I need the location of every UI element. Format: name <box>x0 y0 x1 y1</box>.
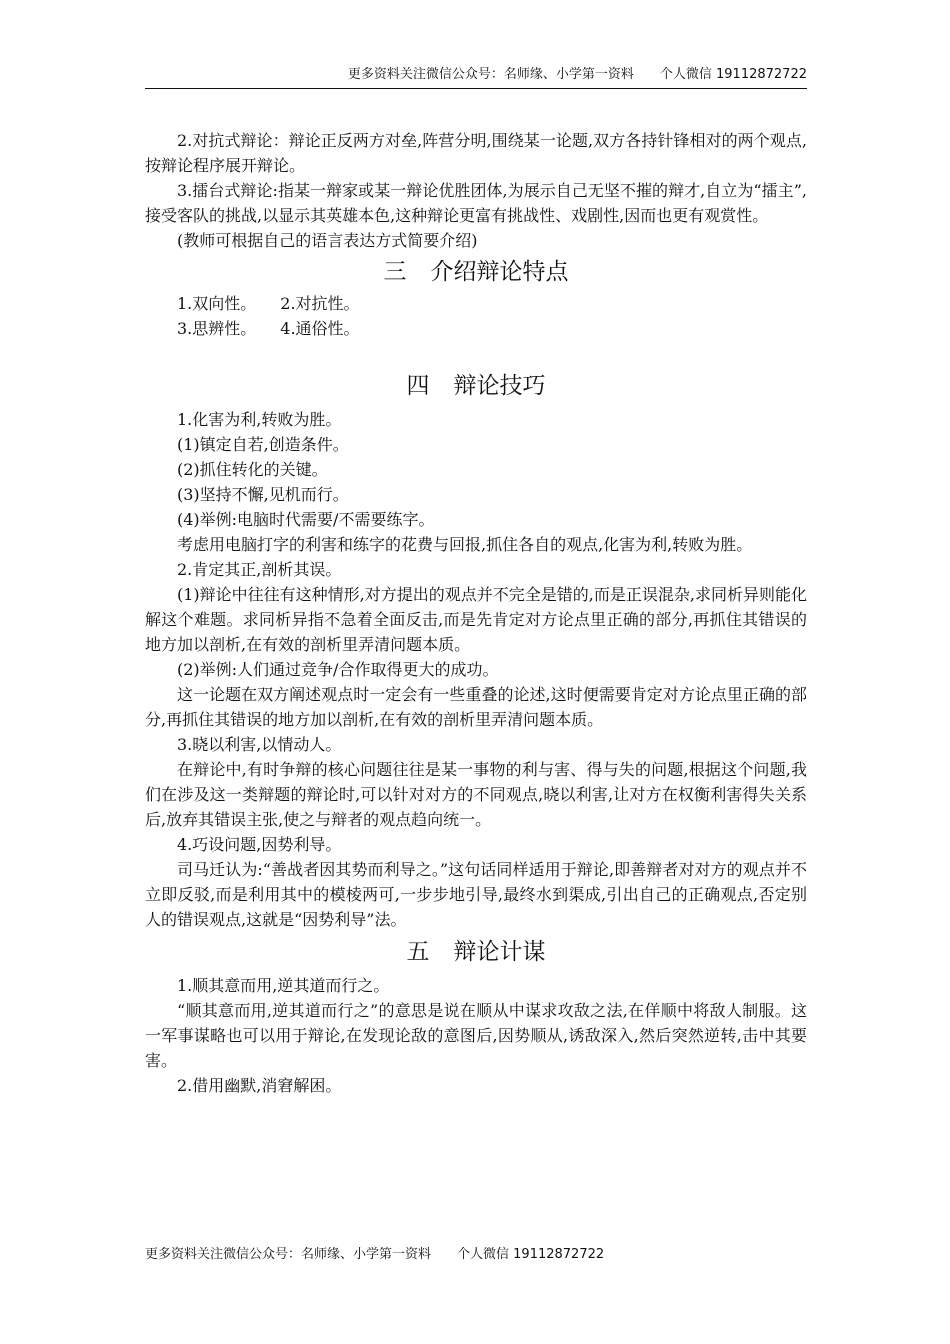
section-number: 三 <box>383 259 407 285</box>
section-number: 四 <box>406 373 430 399</box>
paragraph: 1.顺其意而用,逆其道而行之。 <box>177 976 390 995</box>
section-heading-3 <box>145 257 807 287</box>
paragraph: 4.巧设问题,因势利导。 <box>177 835 342 854</box>
paragraph: (4)举例:电脑时代需要/不需要练字。 <box>177 510 435 529</box>
header-wechat: 个人微信 19112872722 <box>659 67 807 82</box>
paragraph: (1)辩论中往往有这种情形,对方提出的观点并不完全是错的,而是正误混杂,求同析异则能化解这个难题。求同析异指不急着全面反击,而是先肯定对方论点里正确的部分,再抓住其错误的地方加以剖析,在有效的剖析里弄清问题本质。 <box>145 585 807 654</box>
feature-row <box>145 316 807 341</box>
section-title: 辩论计谋 <box>453 939 546 965</box>
feature-item: 1.双向性。 <box>177 294 257 313</box>
feature-row <box>145 291 807 316</box>
feature-item: 2.对抗性。 <box>280 294 360 313</box>
paragraph: (2)举例:人们通过竞争/合作取得更大的成功。 <box>177 660 499 679</box>
header-rule <box>145 88 807 89</box>
paragraph: 2.借用幽默,消窘解困。 <box>177 1076 342 1095</box>
main-content <box>145 128 807 1098</box>
paragraph: 司马迁认为:“善战者因其势而利导之。”这句话同样适用于辩论,即善辩者对对方的观点并不立即反驳,而是利用其中的模棱两可,一步步地引导,最终水到渠成,引出自己的正确观点,否定别人的错误观点,这就是“因势利导”法。 <box>145 860 807 929</box>
paragraph: “顺其意而用,逆其道而行之”的意思是说在顺从中谋求攻敌之法,在佯顺中将敌人制服。这一军事谋略也可以用于辩论,在发现论敌的意图后,因势顺从,诱敌深入,然后突然逆转,击中其要害。 <box>145 1001 807 1070</box>
paragraph: 在辩论中,有时争辩的核心问题往往是某一事物的利与害、得与失的问题,根据这个问题,我们在涉及这一类辩题的辩论时,可以针对对方的不同观点,晓以利害,让对方在权衡利害得失关系后,放弃其错误主张,使之与辩者的观点趋向统一。 <box>145 760 807 829</box>
paragraph: 这一论题在双方阐述观点时一定会有一些重叠的论述,这时便需要肯定对方论点里正确的部分,再抓住其错误的地方加以剖析,在有效的剖析里弄清问题本质。 <box>145 685 807 729</box>
feature-item: 3.思辨性。 <box>177 319 257 338</box>
section-title: 辩论技巧 <box>453 373 546 399</box>
paragraph: 3.晓以利害,以情动人。 <box>177 735 342 754</box>
section-heading-4 <box>145 371 807 401</box>
paragraph: 2.肯定其正,剖析其误。 <box>177 560 342 579</box>
footer-wechat: 个人微信 19112872722 <box>457 1247 605 1262</box>
section-number: 五 <box>406 939 430 965</box>
paragraph: 2.对抗式辩论：辩论正反两方对垒,阵营分明,围绕某一论题,双方各持针锋相对的两个观点,按辩论程序展开辩论。 <box>145 131 807 175</box>
feature-item: 4.通俗性。 <box>280 319 360 338</box>
section-title: 介绍辩论特点 <box>430 259 569 285</box>
footer-text: 更多资料关注微信公众号：名师缘、小学第一资料 <box>145 1247 432 1262</box>
paragraph: 1.化害为利,转败为胜。 <box>177 410 342 429</box>
page-header <box>145 66 807 84</box>
paragraph: (3)坚持不懈,见机而行。 <box>177 485 349 504</box>
paragraph: 考虑用电脑打字的利害和练字的花费与回报,抓住各自的观点,化害为利,转败为胜。 <box>177 535 753 554</box>
paragraph: 3.擂台式辩论:指某一辩家或某一辩论优胜团体,为展示自己无坚不摧的辩才,自立为“擂主”,接受客队的挑战,以显示其英雄本色,这种辩论更富有挑战性、戏剧性,因而也更有观赏性。 <box>145 181 807 225</box>
paragraph: (2)抓住转化的关键。 <box>177 460 328 479</box>
header-text: 更多资料关注微信公众号：名师缘、小学第一资料 <box>347 67 634 82</box>
paragraph: (1)镇定自若,创造条件。 <box>177 435 349 454</box>
page-footer <box>145 1246 807 1264</box>
paragraph: (教师可根据自己的语言表达方式简要介绍) <box>177 231 478 250</box>
section-heading-5 <box>145 937 807 967</box>
